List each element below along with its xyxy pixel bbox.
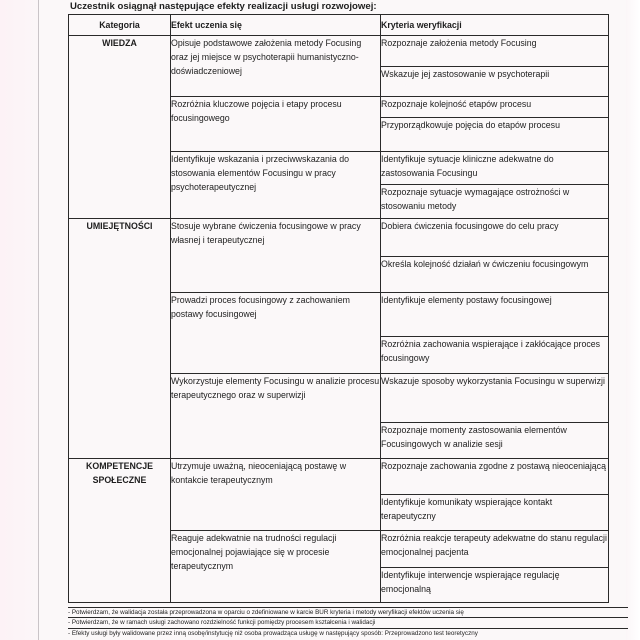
effect-cell: Reaguje adekwatnie na trudności regulacji emocjonalnej pojawiające się w procesie terapeutycznym: [171, 531, 381, 603]
effect-cell: Opisuje podstawowe założenia metody Focusing oraz jej miejsce w psychoterapii humanistyczno-doświadczeniowej: [171, 36, 381, 97]
criterion-cell: Rozróżnia zachowania wspierające i zakłócające proces focusingowy: [381, 337, 609, 374]
footnote-validation: - Potwierdzam, że walidacja została przeprowadzona w oparciu o zdefiniowane w karcie BUR kryteria i metody weryfikacji efektów uczenia się: [68, 607, 628, 617]
page-edge: [38, 0, 39, 640]
effect-cell: Utrzymuje uważną, nieoceniającą postawę w kontakcie terapeutycznym: [171, 459, 381, 531]
criterion-cell: Identyfikuje komunikaty wspierające kontakt terapeutyczny: [381, 495, 609, 531]
criterion-cell: Rozpoznaje sytuacje wymagające ostrożności w stosowaniu metody: [381, 185, 609, 219]
table-row: [69, 36, 609, 67]
criterion-cell: Rozróżnia reakcje terapeuty adekwatne do stanu regulacji emocjonalnej pacjenta: [381, 531, 609, 568]
category-umiejetnosci: UMIEJĘTNOŚCI: [69, 219, 171, 459]
category-wiedza: WIEDZA: [69, 36, 171, 219]
criterion-cell: Dobiera ćwiczenia focusingowe do celu pracy: [381, 219, 609, 257]
scan-margin-right: [626, 0, 640, 640]
intro-heading: Uczestnik osiągnął następujące efekty realizacji usługi rozwojowej:: [70, 1, 377, 12]
criterion-cell: Wskazuje jej zastosowanie w psychoterapii: [381, 67, 609, 97]
effect-cell: Rozróżnia kluczowe pojęcia i etapy procesu focusingowego: [171, 97, 381, 152]
header-category: Kategoria: [69, 15, 171, 36]
effect-cell: Prowadzi proces focusingowy z zachowaniem postawy focusingowej: [171, 293, 381, 374]
criterion-cell: Wskazuje sposoby wykorzystania Focusingu w superwizji: [381, 374, 609, 423]
scan-margin: [0, 0, 38, 640]
footnote-method: - Efekty usługi były walidowane przez inną osobę/instytucję niż osoba prowadząca usługę w następujący sposób: Przeprowadzono test teoretyczny: [68, 628, 628, 638]
table-header-row: [69, 15, 609, 36]
effect-cell: Identyfikuje wskazania i przeciwwskazania do stosowania elementów Focusingu w pracy psychoterapeutycznej: [171, 152, 381, 219]
footnote-separation: - Potwierdzam, że w ramach usługi zachowano rozdzielność funkcji pomiędzy procesem kształcenia i walidacji: [68, 617, 628, 627]
criterion-cell: Rozpoznaje kolejność etapów procesu: [381, 97, 609, 118]
table-row: [69, 219, 609, 257]
criterion-cell: Określa kolejność działań w ćwiczeniu focusingowym: [381, 257, 609, 293]
header-effect: Efekt uczenia się: [171, 15, 381, 36]
criterion-cell: Identyfikuje interwencje wspierające regulację emocjonalną: [381, 568, 609, 603]
header-criteria: Kryteria weryfikacji: [381, 15, 609, 36]
category-kompetencje: KOMPETENCJE SPOŁECZNE: [69, 459, 171, 603]
footnotes: [68, 607, 628, 638]
criterion-cell: Rozpoznaje zachowania zgodne z postawą nieoceniającą: [381, 459, 609, 495]
criterion-cell: Przyporządkowuje pojęcia do etapów procesu: [381, 118, 609, 152]
effect-cell: Stosuje wybrane ćwiczenia focusingowe w pracy własnej i terapeutycznej: [171, 219, 381, 293]
criterion-cell: Rozpoznaje założenia metody Focusing: [381, 36, 609, 67]
criterion-cell: Identyfikuje sytuacje kliniczne adekwatne do zastosowania Focusingu: [381, 152, 609, 185]
effect-cell: Wykorzystuje elementy Focusingu w analizie procesu terapeutycznego oraz w superwizji: [171, 374, 381, 459]
table-row: [69, 459, 609, 495]
criterion-cell: Rozpoznaje momenty zastosowania elementów Focusingowych w analizie sesji: [381, 423, 609, 459]
criterion-cell: Identyfikuje elementy postawy focusingowej: [381, 293, 609, 337]
learning-outcomes-table: [68, 14, 609, 603]
